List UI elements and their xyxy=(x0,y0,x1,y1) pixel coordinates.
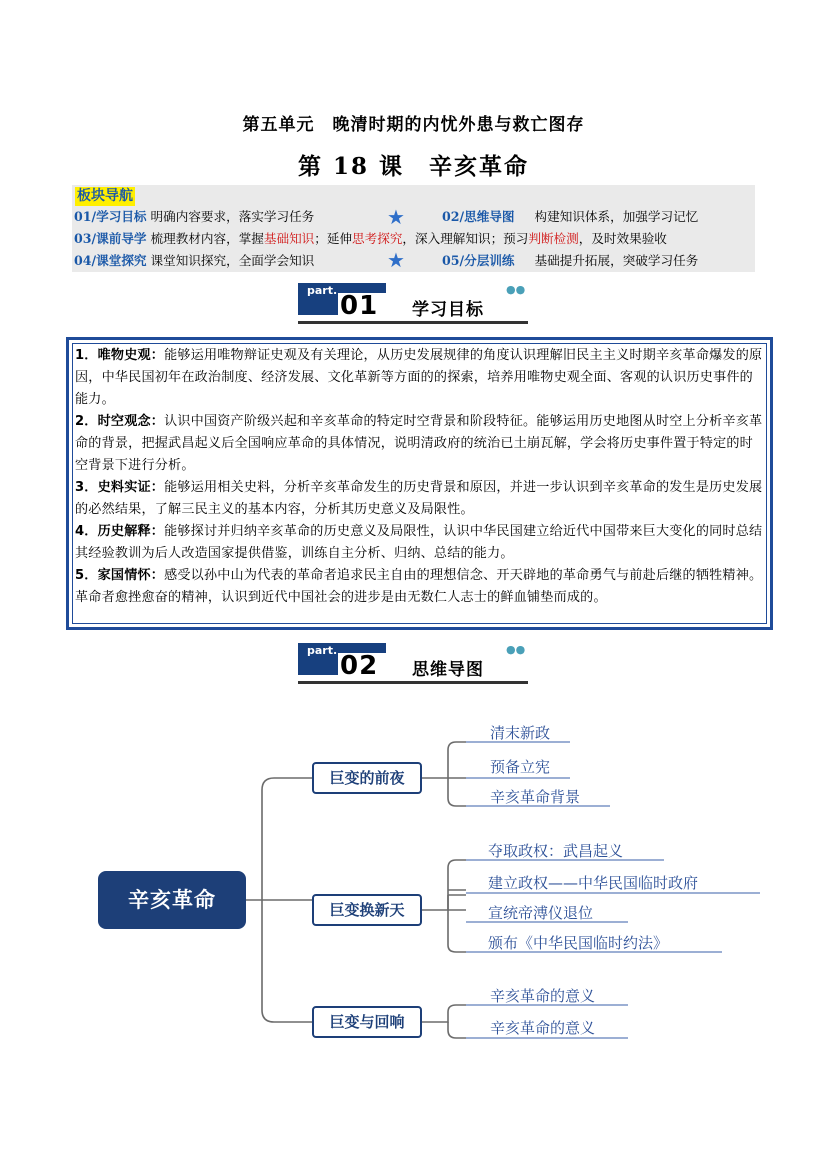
nav-desc: 构建知识体系，加强学习记忆 xyxy=(534,209,699,224)
nav-row-3-right xyxy=(442,252,698,270)
nav-desc: ，深入理解知识；预习 xyxy=(402,231,529,246)
nav-link-pre-class[interactable]: 03/课前导学 xyxy=(74,231,147,246)
mindmap-leaf: 宣统帝溥仪退位 xyxy=(488,904,594,922)
mindmap-leaf: 建立政权——中华民国临时政府 xyxy=(488,874,699,892)
part-02-banner xyxy=(298,643,528,685)
nav-row-1 xyxy=(74,208,314,226)
nav-desc: ，及时效果验收 xyxy=(578,231,667,246)
part-number: 02 xyxy=(340,651,379,681)
nav-desc: 明确内容要求，落实学习任务 xyxy=(150,209,315,224)
mindmap-leaf: 颁布《中华民国临时约法》 xyxy=(488,934,669,952)
nav-link-in-class[interactable]: 04/课堂探究 xyxy=(74,253,147,268)
star-icon: ★ xyxy=(387,248,405,272)
part-label: part. xyxy=(307,284,338,297)
mindmap-root: 辛亥革命 xyxy=(98,871,246,929)
part-label: part. xyxy=(307,644,338,657)
nav-highlight: 思考探究 xyxy=(352,231,403,246)
nav-highlight: 基础知识 xyxy=(263,231,315,246)
part-number: 01 xyxy=(340,291,379,321)
goal-item: 5．家国情怀：感受以孙中山为代表的革命者追求民主自由的理想信念、开天辟地的革命勇气与前赴后继的牺牲精神。革命者愈挫愈奋的精神，认识到近代中国社会的进步是由无数仁人志士的鲜血铺垫而成的。 xyxy=(75,568,763,605)
mindmap-leaf: 辛亥革命背景 xyxy=(490,788,581,806)
mindmap-leaf: 清末新政 xyxy=(490,724,551,742)
mindmap-leaf: 预备立宪 xyxy=(490,758,551,776)
droplet-icon: ●● xyxy=(506,643,526,656)
section-navigation xyxy=(72,185,755,272)
nav-link-mind-map[interactable]: 02/思维导图 xyxy=(442,209,515,224)
nav-highlight: 判断检测 xyxy=(528,231,579,246)
nav-desc: ；延伸 xyxy=(314,231,353,246)
mindmap-branch-3: 巨变与回响 xyxy=(312,1006,422,1038)
nav-desc: 梳理教材内容，掌握 xyxy=(150,231,264,246)
learning-goals-box xyxy=(66,337,773,630)
nav-row-2 xyxy=(74,230,667,248)
nav-desc: 课堂知识探究，全面学会知识 xyxy=(150,253,315,268)
goal-item: 1．唯物史观：能够运用唯物辩证史观及有关理论，从历史发展规律的角度认识理解旧民主主义时期辛亥革命爆发的原因，中华民国初年在政治制度、经济发展、文化革新等方面的的探索，培养用唯物史观全面、客观的认识历史事件的能力。 xyxy=(75,348,763,407)
nav-title: 板块导航 xyxy=(77,188,133,204)
nav-row-3 xyxy=(74,252,314,270)
nav-desc: 基础提升拓展，突破学习任务 xyxy=(534,253,699,268)
part-title: 思维导图 xyxy=(412,660,484,680)
part-01-banner xyxy=(298,283,528,325)
nav-link-tiered-practice[interactable]: 05/分层训练 xyxy=(442,253,515,268)
goal-item: 2．时空观念：认识中国资产阶级兴起和辛亥革命的特定时空背景和阶段特征。能够运用历史地图从时空上分析辛亥革命的背景，把握武昌起义后全国响应革命的具体情况，说明清政府的统治已土崩瓦解，学会将历史事件置于特定的时空背景下进行分析。 xyxy=(75,414,763,473)
lesson-title: 第 18 课 辛亥革命 xyxy=(297,153,530,180)
star-icon: ★ xyxy=(387,205,405,229)
mindmap-leaf: 辛亥革命的意义 xyxy=(490,1019,596,1037)
part-title: 学习目标 xyxy=(412,300,484,320)
mindmap-leaf: 辛亥革命的意义 xyxy=(490,987,596,1005)
mindmap-branch-1: 巨变的前夜 xyxy=(312,762,422,794)
mindmap-leaf: 夺取政权：武昌起义 xyxy=(488,842,624,860)
droplet-icon: ●● xyxy=(506,283,526,296)
goal-item: 3．史料实证：能够运用相关史料，分析辛亥革命发生的历史背景和原因，并进一步认识到辛亥革命的发生是历史发展的必然结果，了解三民主义的基本内容，分析其历史意义及局限性。 xyxy=(75,480,763,517)
goal-item: 4．历史解释：能够探讨并归纳辛亥革命的历史意义及局限性，认识中华民国建立给近代中国带来巨大变化的同时总结其经验教训为后人改造国家提供借鉴，训练自主分析、归纳、总结的能力。 xyxy=(75,524,763,561)
unit-title: 第五单元 晚清时期的内忧外患与救亡图存 xyxy=(242,115,585,135)
mindmap-branch-2: 巨变换新天 xyxy=(312,894,422,926)
nav-link-learning-goals[interactable]: 01/学习目标 xyxy=(74,209,147,224)
nav-row-1-right xyxy=(442,208,698,226)
